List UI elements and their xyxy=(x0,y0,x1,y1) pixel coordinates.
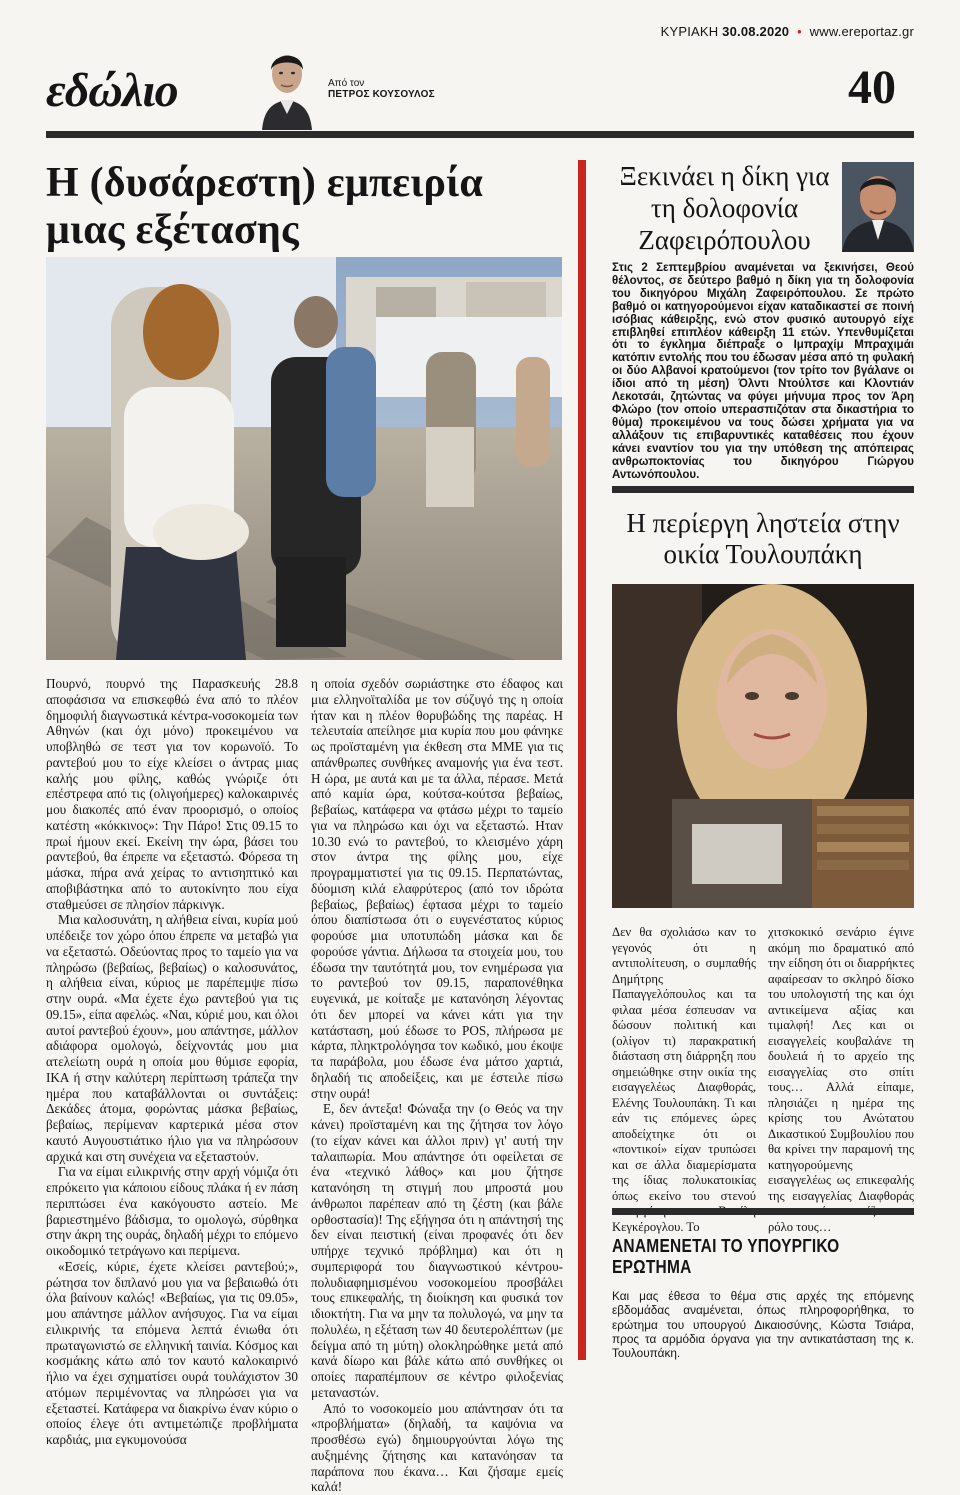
side-story-2-title: Η περίεργη ληστεία στην οικία Τουλουπάκη xyxy=(612,508,914,570)
paragraph: Ε, δεν άντεξα! Φώναξα την (ο Θεός να την κάνει) προϊσταμένη και της ζήτησα τον λόγο (το είχαν κάνει και άλλοι πριν) γι' αυτή την ταλαιπωρία. Μου απάντησε ότι οφείλεται σε ένα «τεχνικό λάθος» και μου ζήτησε κατανόηση τη στιγμή που μπροστά μου άνθρωποι παρέπεαν από τη ζέστη (και βάλε ορθοστασία)! Της εξήγησα ότι η απάντησή της δεν είναι πειστική (είναι προφανές ότι δεν υπήρχε τεχνικό πρόβλημα) και ότι η συμπεριφορά του διαγνωστικού κέντρου-πολυδιαφημισμένου νοσοκομείου προσβάλει τους επικεφαλής, τη διοίκηση και φυσικά τον ιδιοκτήτη. Για να μην τα πολυλογώ, να μην τα πολυλέω, η εξέταση των 40 δευτερολέπτων (με δείγμα από τη μύτη) ολοκληρώθηκε μετά από κανά δίωρο και βάλε κάτω από συνθήκες οι οποίες παραπέμπουν σε κέντρο φιλοξενίας μεταναστών. xyxy=(311,1101,563,1400)
paragraph: «Εσείς, κύριε, έχετε κλείσει ραντεβού;», ρώτησα τον διπλανό μου για να βεβαιωθώ ότι όλα βαίνουν καλώς! «Βεβαίως, για τις 09.05», μου απάντησε μάλλον ανήσυχος. Για να είμαι ειλικρινής τα επόμενα λεπτά ένιωθα ότι πρωταγωνιστώ σε ελληνική ταινία. Κόσμος και κοσμάκης κάτω από τον καυτό καλοκαιρινό ήλιο να έχει σχηματίσει ουρά τουλάχιστον 30 ατόμων περιμένοντας να πληρώσει για να εξεταστεί. Κατάφερα να διακρίνω έναν κύριο ο οποίος έλεγε ότι αντιμετώπιζε προβλήματα καρδιάς, μια εγκυμονούσα xyxy=(46,1259,298,1448)
red-divider xyxy=(578,160,586,1360)
side-rule-1 xyxy=(612,486,914,493)
dateline-separator: • xyxy=(797,24,802,39)
dateline xyxy=(661,24,914,39)
woman-portrait-icon xyxy=(612,584,914,908)
website-link[interactable]: www.ereportaz.gr xyxy=(810,24,914,39)
paragraph: Μια καλοσυνάτη, η αλήθεια είναι, κυρία μού υπέδειξε τον χώρο όπου έπρεπε να μεταβώ για να εξεταστώ. Οδεύοντας προς το ταμείο για να πληρώσω (βεβαίως, βεβαίως) ο καλοσυνάτος, η αλήθεια είναι, κύριος με παρέπεμψε πίσω στην ουρά. «Μα έχετε έχω ραντεβού για τις 09.15», είπα αφελώς. «Ναι, κύριέ μου, και όλοι αυτοί ραντεβού έχουν», μου απάντησε, μάλλον αδιάφορα ομολογώ, δείχνοντάς μου μια ατελείωτη ουρά η οποία μου θύμισε εφορία, ΙΚΑ ή στην καλύτερη περίπτωση τράπεζα την ημέρα που καταβάλλονται οι συντάξεις: Δεκάδες άτομα, φορώντας μάσκα βεβαίως, βεβαίως, περίμεναν καρτερικά μέσα στον καυτό Αυγουστιάτικο ήλιο για να πληρώσουν αρχικά και στη συνέχεια να εξεταστούν. xyxy=(46,912,298,1164)
page-number: 40 xyxy=(848,60,896,116)
lawyer-portrait-icon xyxy=(842,162,914,252)
man-portrait-icon xyxy=(256,40,318,130)
header-rule xyxy=(46,131,914,138)
side-story-3-title: ΑΝΑΜΕΝΕΤΑΙ ΤΟ ΥΠΟΥΡΓΙΚΟ ΕΡΩΤΗΜΑ xyxy=(612,1236,872,1278)
side-story-2-column-1: Δεν θα σχολιάσω καν το γεγονός ότι η αντιπολίτευση, ο συμπαθής Δημήτρης Παπαγγελόπουλος και τα φιλαα μέσα έσπευσαν να δώσουν πολιτική και (ολίγον τι) παρακρατική διάσταση στη διάρρηξη που σημειώθηκε στην οικία της εισαγγελέως Διαφθοράς, Ελένης Τουλουπάκη. Τι και εάν τις επόμενες ώρες αποδείχτηκε ότι οι «ποντικοί» είχαν τρυπώσει και σε άλλα διαμερίσματα της ίδιας πολυκατοικίας όπως εκείνο του στενού Κεγκέρογλου. Το xyxy=(612,925,756,1235)
main-headline: Η (δυσάρεστη) εμπειρία μιας εξέτασης xyxy=(46,160,566,254)
byline-author: ΠΕΤΡΟΣ ΚΟΥΣΟΥΛΟΣ xyxy=(328,89,435,101)
paragraph: Για να είμαι ειλικρινής στην αρχή νόμιζα ότι επρόκειτο για κάποιου είδους πλάκα ή εν πάση περιπτώσει ένα κακόγουστο αστείο. Με βαριεστημένο βάδισμα, το ομολογώ, σύρθηκα στην άκρη της ουράς, δηλαδή μέχρι το επόμενο οικοδομικό τετράγωνο και περίμενα. xyxy=(46,1164,298,1259)
side-story-1-photo xyxy=(842,162,914,252)
main-article-column-2 xyxy=(311,676,563,1362)
paragraph: η οποία σχεδόν σωριάστηκε στο έδαφος και μια ελληνοϊταλίδα με τον σύζυγό της η οποία ήταν και η πλέον θορυβώδης της παρέας. Η τελευταία απείλησε μια κυρία που μου φάνηκε ως προϊσταμένη για έκθεση στα ΜΜΕ για τις απάνθρωπες συνθήκες αναμονής για ένα τεστ. Η ώρα, με αυτά και με τα άλλα, πέρασε. Μετά από καμία ώρα, κούτσα-κούτσα βεβαίως, βεβαίως, κατάφερα να φτάσω μέχρι το ταμείο για να πληρώσω και όχι να εξεταστώ. Ηταν 10.30 ενώ το ραντεβού, το κλεισμένο χάρη στον άντρα της φίλης μου, είχε προγραμματιστεί για τις 09.15. Περπατώντας, δύομιση κιλά ελαφρύτερος (από τον ιδρώτα βεβαίως, βεβαίως) έφτασα μέχρι το ταμείο όπου διαπίστωσα ότι ο ευγενέστατος κύριος φορούσε μια υποτυπώδη μάσκα και δε φορούσε γάντια. Δήλωσα τα στοιχεία μου, του έδωσα την ταυτότητά μου, τον ενημέρωσα για το ραντεβού τον 09.15, παραπονέθηκα ευγενικά, με κοίταξε με κατανόηση λέγοντας ότι δεν μπορεί να κάνει κάτι για την κατάσταση, μού έδωσε το POS, πλήρωσα με κάρτα, πληκτρολόγησα τον κωδικό, μου έκοψε τα παράβολα, μου έδωσε ένα μάτσο χαρτιά, δηλαδή τις αποδείξεις, και με έστειλε πίσω στην ουρά! xyxy=(311,676,563,1101)
side-rule-2 xyxy=(612,1208,914,1215)
paragraph: Από το νοσοκομείο μου απάντησαν ότι τα «προβλήματα» (δηλαδή, τα καψόνια να προσθέσω εγώ) δημιουργούνται λόγω της αυξημένης ζήτησης και κατανόησαν τα παράπονα που έκανα… Και ζήσαμε εμείς καλά! xyxy=(311,1401,563,1495)
date-value: 30.08.2020 xyxy=(722,24,789,39)
side-story-2-column-2: χιτσκοκικό σενάριο έγινε ακόμη πιο δραματικό από την είδηση ότι οι διαρρήκτες αφαίρεσαν το σκληρό δίσκο του υπολογιστή της και όχι αντικείμενα αξίας και τιμαλφή! Λες και οι εισαγγελείς κουβαλάνε τη δουλειά ή το αρχείο της εισαγγελίας στο σπίτι τους… Αλλά είπαμε, πλησιάζει η ημέρα της κρίσης του Ανώτατου Δικαστικού Συμβουλίου που θα κρίνει την παραμονή της κατηγορούμενης εισαγγελέως ως επικεφαλής της εισαγγελίας Διαφθοράς ρόλο τους… xyxy=(768,925,914,1235)
side-story-1-body: Στις 2 Σεπτεμβρίου αναμένεται να ξεκινήσει, Θεού θέλοντος, σε δεύτερο βαθμό η δίκη για τη δολοφονία του δικηγόρου Μιχάλη Ζαφειρόπουλου. Σε πρώτο βαθμό οι κατηγορούμενοι είχαν καταδικαστεί σε ποινή ισόβιας κάθειρξης, ενώ στον φυσικό αυτουργό είχε επιβληθεί επιπλέον κάθειρξη 11 ετών. Υπενθυμίζεται ότι το έγκλημα διέπραξε ο Ιμπραχίμ Μπραχιμάι κατόπιν εντολής που του έδωσαν μέσα από τη φυλακή οι δύο Αλβανοί κρατούμενοι (τον τρίτο τον βγάλανε οι ίδιοι από τη μέση) Όλντι Ντούλτσε και Κλοντιάν Λεκοτσάι, ζητώντας να φύγει μήνυμα προς τον Άρη Φλώρο (τον οποίο υπερασπιζόταν στα δικαστήρια το θύμα) προκειμένου να τους δώσει χρήματα για να αλλάξουν τις επιβαρυντικές καταθέσεις που έχουν κάνει εναντίον του για την υπόθεση της απόπειρας ανθρωποκτονίας του δικηγόρου Γιώργου Αντωνόπουλου. xyxy=(612,262,914,481)
people-queue-photo-icon xyxy=(46,257,562,660)
side-story-2-photo xyxy=(612,584,914,908)
section-title: εδώλιο xyxy=(46,63,178,119)
main-photo xyxy=(46,257,562,660)
main-article-column-1 xyxy=(46,676,298,1362)
columnist-portrait xyxy=(256,40,318,130)
paragraph: Πουρνό, πουρνό της Παρασκευής 28.8 αποφάσισα να επισκεφθώ ένα από το πλέον δημοφιλή διαγνωστικά κέντρα-νοσοκομεία των Αθηνών (και όχι μόνο) προκειμένου να υποβληθώ σε τεστ για τον κορωνοϊό. Το ραντεβού μου το είχε κλείσει ο άντρας μιας καλής μου φίλης, καθώς γνώριζε ότι επέστρεφα από τις (ολιγοήμερες) καλοκαιρινές μου διακοπές από έναν προορισμό, ο οποίος κατέστη «κόκκινος»: Την Πάρο! Στις 09.15 το πρωί ήμουν εκεί. Εκείνη την ώρα, βάσει του ραντεβού, θα έπρεπε να εξεταστώ. Φόρεσα τη μάσκα, πήρα ανά χείρας το αντισηπτικό και αποβιβάστηκα από το αυτοκίνητο που είχα σταθμεύσει σε πλησίον πάρκινγκ. xyxy=(46,676,298,912)
side-story-3-body: Και μας έθεσα το θέμα στις αρχές της επόμενης εβδομάδας αναμένεται, όπως πληροφορήθηκα, το ερώτημα του υπουργού Δικαιοσύνης, Κώστα Τσιάρα, προς τα αρμόδια όργανα για την αντικατάσταση της κ. Τουλουπάκη. xyxy=(612,1289,914,1360)
byline-prefix: Από τον xyxy=(328,78,364,89)
date-day: ΚΥΡΙΑΚΗ xyxy=(661,24,719,39)
side-story-1-title: Ξεκινάει η δίκη για τη δολοφονία Ζαφειρόπουλου xyxy=(612,160,837,256)
